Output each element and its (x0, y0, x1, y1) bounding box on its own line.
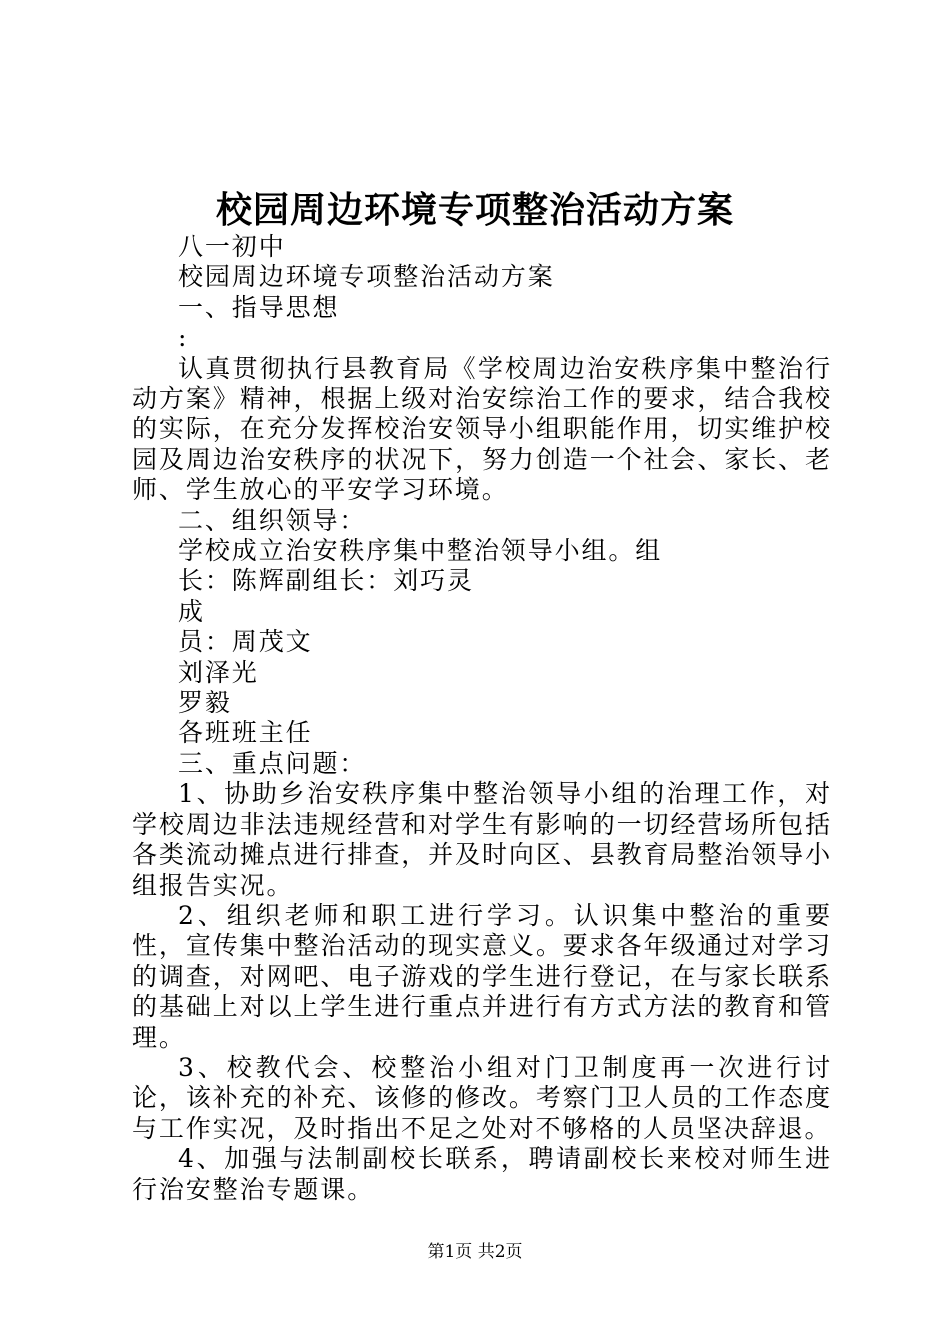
document-title: 校园周边环境专项整治活动方案 (215, 189, 734, 231)
organization-line-4: 员：周茂文 (178, 627, 313, 657)
organization-line-6: 罗毅 (178, 688, 232, 718)
paragraph-guiding-ideology: 认真贯彻执行县教育局《学校周边治安秩序集中整治行动方案》精神，根据上级对治安综治工作的要求，结合我校的实际，在充分发挥校治安领导小组职能作用，切实维护校园及周边治安秩序的状况下，努力创造一个社会、家长、老师、学生放心的平安学习环境。 (132, 353, 832, 505)
organization-line-2: 长：陈辉副组长：刘巧灵 (178, 566, 474, 596)
section-heading-organization: 二、组织领导： (178, 505, 367, 535)
school-name: 八一初中 (178, 232, 286, 261)
key-issue-item-3: 3、校教代会、校整治小组对门卫制度再一次进行讨论，该补充的补充、该修的修改。考察门卫人员的工作态度与工作实况，及时指出不足之处对不够格的人员坚决辞退。 (132, 1052, 832, 1143)
document-subtitle: 校园周边环境专项整治活动方案 (178, 262, 555, 292)
section-colon: : (178, 323, 189, 353)
organization-line-7: 各班班主任 (178, 718, 313, 748)
key-issue-item-2: 2、组织老师和职工进行学习。认识集中整治的重要性，宣传集中整治活动的现实意义。要求各年级通过对学习的调查，对网吧、电子游戏的学生进行登记，在与家长联系的基础上对以上学生进行重点并进行有方式方法的教育和管理。 (132, 900, 832, 1052)
section-heading-key-issues: 三、重点问题： (178, 748, 367, 778)
organization-line-3: 成 (178, 596, 205, 626)
organization-line-5: 刘泽光 (178, 657, 259, 687)
section-heading-guiding-ideology: 一、指导思想 (178, 292, 340, 322)
document-body (132, 232, 832, 1205)
page-footer: 第1页 共2页 (427, 1242, 523, 1262)
key-issue-item-4: 4、加强与法制副校长联系，聘请副校长来校对师生进行治安整治专题课。 (132, 1144, 832, 1204)
organization-line-1: 学校成立治安秩序集中整治领导小组。组 (178, 536, 663, 566)
key-issue-item-1: 1、协助乡治安秩序集中整治领导小组的治理工作，对学校周边非法违规经营和对学生有影响的一切经营场所包括各类流动摊点进行排查，并及时向区、县教育局整治领导小组报告实况。 (132, 779, 832, 900)
